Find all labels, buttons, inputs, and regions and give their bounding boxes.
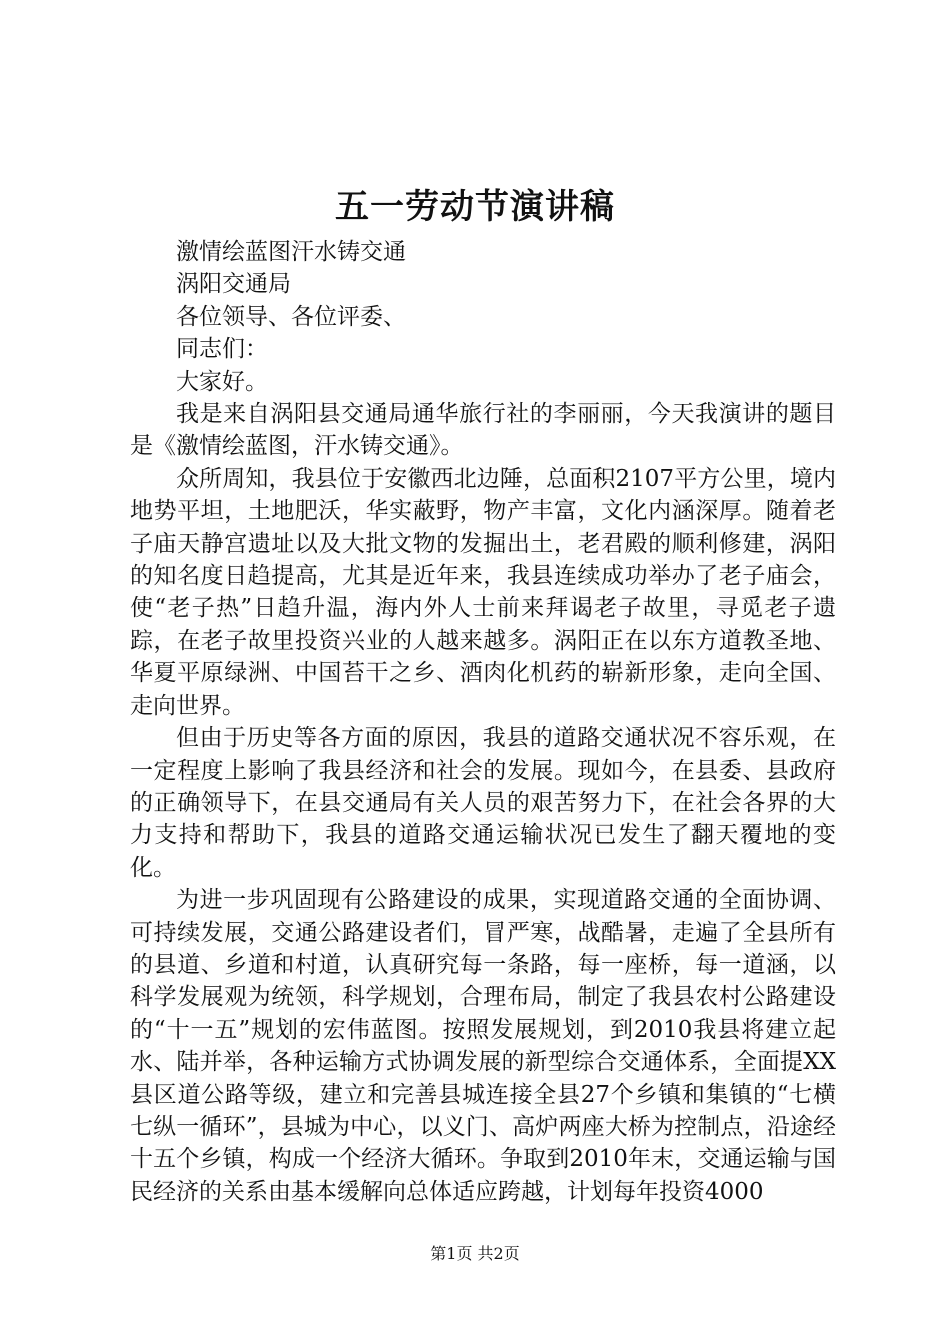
paragraph-greeting: 大家好。 (176, 368, 268, 395)
document-title: 五一劳动节演讲稿 (335, 187, 615, 227)
paragraph-organization: 涡阳交通局 (176, 271, 291, 298)
document-body (130, 236, 836, 1208)
paragraph-subtitle: 激情绘蓝图汗水铸交通 (176, 239, 406, 265)
page-footer: 第1页 共2页 (430, 1244, 520, 1263)
paragraph-introduction: 我是来自涡阳县交通局通华旅行社的李丽丽，今天我演讲的题目是《激情绘蓝图，汗水铸交通》。 (130, 401, 836, 460)
paragraph-salutation-leaders: 各位领导、各位评委、 (176, 303, 406, 330)
paragraph-county-overview: 众所周知，我县位于安徽西北边陲，总面积2107平方公里，境内地势平坦，土地肥沃，华实蔽野，物产丰富，文化内涵深厚。随着老子庙天静宫遗址以及大批文物的发掘出土，老君殿的顺利修建，涡阳的知名度日趋提高，尤其是近年来，我县连续成功举办了老子庙会，使“老子热”日趋升温，海内外人士前来拜谒老子故里，寻觅老子遗踪，在老子故里投资兴业的人越来越多。涡阳正在以东方道教圣地、华夏平原绿洲、中国苔干之乡、酒肉化机药的崭新形象，走向全国、走向世界。 (130, 465, 836, 719)
paragraph-road-situation: 但由于历史等各方面的原因，我县的道路交通状况不容乐观，在一定程度上影响了我县经济和社会的发展。现如今，在县委、县政府的正确领导下，在县交通局有关人员的艰苦努力下，在社会各界的大力支持和帮助下，我县的道路交通运输状况已发生了翻天覆地的变化。 (130, 725, 836, 881)
paragraph-salutation-comrades: 同志们： (176, 336, 268, 363)
paragraph-development-plan: 为进一步巩固现有公路建设的成果，实现道路交通的全面协调、可持续发展，交通公路建设者们，冒严寒，战酷暑，走遍了全县所有的县道、乡道和村道，认真研究每一条路，每一座桥，每一道涵，以科学发展观为统领，科学规划，合理布局，制定了我县农村公路建设的“十一五”规划的宏伟蓝图。按照发展规划，到2010我县将建立起水、陆并举，各种运输方式协调发展的新型综合交通体系，全面提XX县区道公路等级，建立和完善县城连接全县27个乡镇和集镇的“七横七纵一循环”，县城为中心，以义门、高炉两座大桥为控制点，沿途经十五个乡镇，构成一个经济大循环。争取到2010年末，交通运输与国民经济的关系由基本缓解向总体适应跨越，计划每年投资4000 (130, 887, 836, 1205)
